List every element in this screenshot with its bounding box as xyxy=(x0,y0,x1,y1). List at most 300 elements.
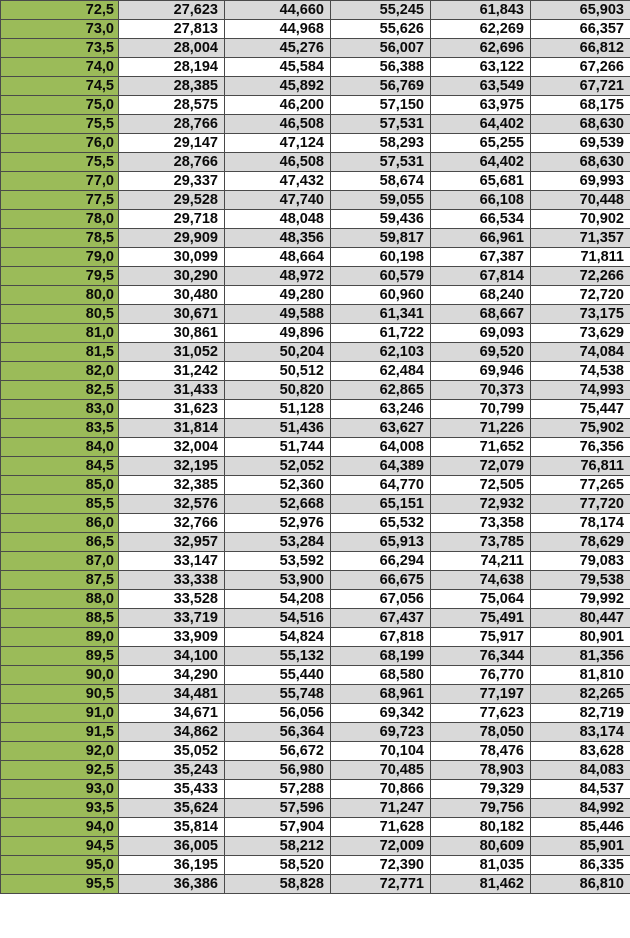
value-cell: 72,771 xyxy=(331,875,431,894)
value-cell: 29,528 xyxy=(119,191,225,210)
value-cell: 56,056 xyxy=(225,704,331,723)
value-cell: 30,480 xyxy=(119,286,225,305)
row-key-cell: 75,5 xyxy=(1,153,119,172)
row-key-cell: 90,5 xyxy=(1,685,119,704)
value-cell: 72,009 xyxy=(331,837,431,856)
value-cell: 69,539 xyxy=(531,134,630,153)
value-cell: 33,147 xyxy=(119,552,225,571)
row-key-cell: 86,0 xyxy=(1,514,119,533)
value-cell: 63,627 xyxy=(331,419,431,438)
value-cell: 57,531 xyxy=(331,115,431,134)
value-cell: 29,718 xyxy=(119,210,225,229)
row-key-cell: 86,5 xyxy=(1,533,119,552)
value-cell: 61,722 xyxy=(331,324,431,343)
value-cell: 50,512 xyxy=(225,362,331,381)
row-key-cell: 95,0 xyxy=(1,856,119,875)
value-cell: 78,903 xyxy=(431,761,531,780)
value-cell: 31,052 xyxy=(119,343,225,362)
value-cell: 76,344 xyxy=(431,647,531,666)
value-cell: 31,814 xyxy=(119,419,225,438)
value-cell: 76,811 xyxy=(531,457,630,476)
value-cell: 65,903 xyxy=(531,1,630,20)
table-row xyxy=(1,628,630,647)
value-cell: 69,993 xyxy=(531,172,630,191)
table-row xyxy=(1,476,630,495)
value-cell: 68,961 xyxy=(331,685,431,704)
value-cell: 63,122 xyxy=(431,58,531,77)
table-row xyxy=(1,761,630,780)
value-cell: 77,720 xyxy=(531,495,630,514)
value-cell: 58,293 xyxy=(331,134,431,153)
value-cell: 80,182 xyxy=(431,818,531,837)
value-cell: 28,575 xyxy=(119,96,225,115)
value-cell: 67,056 xyxy=(331,590,431,609)
table-row xyxy=(1,286,630,305)
table-row xyxy=(1,571,630,590)
row-key-cell: 93,5 xyxy=(1,799,119,818)
row-key-cell: 81,0 xyxy=(1,324,119,343)
table-row xyxy=(1,362,630,381)
value-cell: 78,050 xyxy=(431,723,531,742)
value-cell: 34,100 xyxy=(119,647,225,666)
value-cell: 62,484 xyxy=(331,362,431,381)
value-cell: 28,194 xyxy=(119,58,225,77)
value-cell: 71,652 xyxy=(431,438,531,457)
value-cell: 81,810 xyxy=(531,666,630,685)
value-cell: 44,660 xyxy=(225,1,331,20)
value-cell: 34,481 xyxy=(119,685,225,704)
table-row xyxy=(1,495,630,514)
value-cell: 33,338 xyxy=(119,571,225,590)
value-cell: 54,208 xyxy=(225,590,331,609)
value-cell: 34,671 xyxy=(119,704,225,723)
value-cell: 68,580 xyxy=(331,666,431,685)
value-cell: 58,674 xyxy=(331,172,431,191)
value-cell: 79,756 xyxy=(431,799,531,818)
value-cell: 71,628 xyxy=(331,818,431,837)
table-row xyxy=(1,115,630,134)
table-row xyxy=(1,818,630,837)
value-cell: 67,818 xyxy=(331,628,431,647)
value-cell: 65,151 xyxy=(331,495,431,514)
value-cell: 56,672 xyxy=(225,742,331,761)
value-cell: 68,630 xyxy=(531,153,630,172)
row-key-cell: 94,5 xyxy=(1,837,119,856)
value-cell: 69,342 xyxy=(331,704,431,723)
value-cell: 70,448 xyxy=(531,191,630,210)
table-row xyxy=(1,837,630,856)
value-cell: 57,288 xyxy=(225,780,331,799)
row-key-cell: 80,0 xyxy=(1,286,119,305)
value-cell: 66,961 xyxy=(431,229,531,248)
value-cell: 78,476 xyxy=(431,742,531,761)
value-cell: 49,588 xyxy=(225,305,331,324)
table-row xyxy=(1,58,630,77)
value-cell: 69,946 xyxy=(431,362,531,381)
value-cell: 72,390 xyxy=(331,856,431,875)
value-cell: 75,064 xyxy=(431,590,531,609)
value-cell: 35,052 xyxy=(119,742,225,761)
value-cell: 59,436 xyxy=(331,210,431,229)
value-cell: 30,861 xyxy=(119,324,225,343)
value-cell: 54,516 xyxy=(225,609,331,628)
row-key-cell: 83,5 xyxy=(1,419,119,438)
value-cell: 55,245 xyxy=(331,1,431,20)
value-cell: 46,508 xyxy=(225,115,331,134)
row-key-cell: 88,0 xyxy=(1,590,119,609)
row-key-cell: 73,5 xyxy=(1,39,119,58)
value-cell: 57,596 xyxy=(225,799,331,818)
table-row xyxy=(1,39,630,58)
value-cell: 66,675 xyxy=(331,571,431,590)
value-cell: 50,204 xyxy=(225,343,331,362)
table-row xyxy=(1,1,630,20)
value-cell: 29,909 xyxy=(119,229,225,248)
value-cell: 71,357 xyxy=(531,229,630,248)
value-cell: 74,993 xyxy=(531,381,630,400)
table-row xyxy=(1,609,630,628)
value-cell: 72,932 xyxy=(431,495,531,514)
value-cell: 28,385 xyxy=(119,77,225,96)
value-cell: 33,909 xyxy=(119,628,225,647)
value-cell: 32,195 xyxy=(119,457,225,476)
value-cell: 79,329 xyxy=(431,780,531,799)
value-cell: 32,576 xyxy=(119,495,225,514)
value-cell: 50,820 xyxy=(225,381,331,400)
value-cell: 51,436 xyxy=(225,419,331,438)
value-cell: 62,269 xyxy=(431,20,531,39)
table-row xyxy=(1,419,630,438)
row-key-cell: 82,0 xyxy=(1,362,119,381)
value-cell: 27,623 xyxy=(119,1,225,20)
value-cell: 67,437 xyxy=(331,609,431,628)
value-cell: 66,294 xyxy=(331,552,431,571)
value-cell: 76,356 xyxy=(531,438,630,457)
value-cell: 31,242 xyxy=(119,362,225,381)
value-cell: 30,290 xyxy=(119,267,225,286)
row-key-cell: 74,0 xyxy=(1,58,119,77)
row-key-cell: 79,0 xyxy=(1,248,119,267)
value-cell: 48,664 xyxy=(225,248,331,267)
value-cell: 52,976 xyxy=(225,514,331,533)
value-cell: 28,766 xyxy=(119,115,225,134)
value-cell: 56,769 xyxy=(331,77,431,96)
value-cell: 58,520 xyxy=(225,856,331,875)
value-cell: 49,280 xyxy=(225,286,331,305)
value-cell: 45,892 xyxy=(225,77,331,96)
row-key-cell: 77,0 xyxy=(1,172,119,191)
row-key-cell: 75,5 xyxy=(1,115,119,134)
value-cell: 63,246 xyxy=(331,400,431,419)
value-cell: 33,528 xyxy=(119,590,225,609)
table-row xyxy=(1,685,630,704)
value-cell: 32,766 xyxy=(119,514,225,533)
value-cell: 71,226 xyxy=(431,419,531,438)
value-cell: 66,534 xyxy=(431,210,531,229)
value-cell: 71,247 xyxy=(331,799,431,818)
row-key-cell: 88,5 xyxy=(1,609,119,628)
value-cell: 47,740 xyxy=(225,191,331,210)
value-cell: 69,520 xyxy=(431,343,531,362)
value-cell: 68,667 xyxy=(431,305,531,324)
value-cell: 66,812 xyxy=(531,39,630,58)
value-cell: 70,799 xyxy=(431,400,531,419)
table-row xyxy=(1,191,630,210)
value-cell: 64,770 xyxy=(331,476,431,495)
table-row xyxy=(1,723,630,742)
value-cell: 67,387 xyxy=(431,248,531,267)
value-cell: 53,284 xyxy=(225,533,331,552)
value-cell: 61,843 xyxy=(431,1,531,20)
value-cell: 84,083 xyxy=(531,761,630,780)
table-row xyxy=(1,856,630,875)
table-row xyxy=(1,799,630,818)
value-cell: 55,748 xyxy=(225,685,331,704)
value-cell: 76,770 xyxy=(431,666,531,685)
value-cell: 34,862 xyxy=(119,723,225,742)
value-cell: 49,896 xyxy=(225,324,331,343)
row-key-cell: 90,0 xyxy=(1,666,119,685)
value-cell: 74,084 xyxy=(531,343,630,362)
value-cell: 58,212 xyxy=(225,837,331,856)
row-key-cell: 84,5 xyxy=(1,457,119,476)
value-cell: 81,356 xyxy=(531,647,630,666)
value-cell: 62,696 xyxy=(431,39,531,58)
table-row xyxy=(1,267,630,286)
row-key-cell: 77,5 xyxy=(1,191,119,210)
value-cell: 67,721 xyxy=(531,77,630,96)
table-row xyxy=(1,666,630,685)
value-cell: 48,356 xyxy=(225,229,331,248)
row-key-cell: 83,0 xyxy=(1,400,119,419)
value-cell: 53,592 xyxy=(225,552,331,571)
table-row xyxy=(1,134,630,153)
row-key-cell: 93,0 xyxy=(1,780,119,799)
value-cell: 83,174 xyxy=(531,723,630,742)
value-cell: 70,373 xyxy=(431,381,531,400)
table-row xyxy=(1,172,630,191)
value-cell: 68,240 xyxy=(431,286,531,305)
row-key-cell: 80,5 xyxy=(1,305,119,324)
value-cell: 65,913 xyxy=(331,533,431,552)
row-key-cell: 89,0 xyxy=(1,628,119,647)
value-cell: 84,992 xyxy=(531,799,630,818)
value-cell: 73,785 xyxy=(431,533,531,552)
value-cell: 84,537 xyxy=(531,780,630,799)
value-cell: 65,681 xyxy=(431,172,531,191)
value-cell: 54,824 xyxy=(225,628,331,647)
value-cell: 69,723 xyxy=(331,723,431,742)
value-cell: 48,972 xyxy=(225,267,331,286)
value-cell: 32,385 xyxy=(119,476,225,495)
value-cell: 57,150 xyxy=(331,96,431,115)
table-row xyxy=(1,647,630,666)
table-row xyxy=(1,77,630,96)
row-key-cell: 79,5 xyxy=(1,267,119,286)
row-key-cell: 78,0 xyxy=(1,210,119,229)
value-cell: 66,108 xyxy=(431,191,531,210)
value-cell: 28,766 xyxy=(119,153,225,172)
table-row xyxy=(1,552,630,571)
row-key-cell: 82,5 xyxy=(1,381,119,400)
table-row xyxy=(1,533,630,552)
table-row xyxy=(1,324,630,343)
value-cell: 78,629 xyxy=(531,533,630,552)
value-cell: 67,266 xyxy=(531,58,630,77)
row-key-cell: 74,5 xyxy=(1,77,119,96)
value-cell: 52,052 xyxy=(225,457,331,476)
row-key-cell: 84,0 xyxy=(1,438,119,457)
value-cell: 52,360 xyxy=(225,476,331,495)
value-cell: 66,357 xyxy=(531,20,630,39)
value-cell: 55,626 xyxy=(331,20,431,39)
table-row xyxy=(1,248,630,267)
value-cell: 86,335 xyxy=(531,856,630,875)
value-cell: 82,265 xyxy=(531,685,630,704)
value-cell: 55,132 xyxy=(225,647,331,666)
value-cell: 29,147 xyxy=(119,134,225,153)
value-cell: 64,008 xyxy=(331,438,431,457)
value-cell: 33,719 xyxy=(119,609,225,628)
row-key-cell: 73,0 xyxy=(1,20,119,39)
value-cell: 77,623 xyxy=(431,704,531,723)
value-cell: 77,265 xyxy=(531,476,630,495)
value-cell: 75,902 xyxy=(531,419,630,438)
value-cell: 81,462 xyxy=(431,875,531,894)
value-cell: 70,902 xyxy=(531,210,630,229)
value-cell: 35,433 xyxy=(119,780,225,799)
value-cell: 46,200 xyxy=(225,96,331,115)
value-cell: 28,004 xyxy=(119,39,225,58)
value-cell: 35,243 xyxy=(119,761,225,780)
value-cell: 68,175 xyxy=(531,96,630,115)
value-cell: 61,341 xyxy=(331,305,431,324)
value-cell: 73,175 xyxy=(531,305,630,324)
value-cell: 44,968 xyxy=(225,20,331,39)
value-cell: 56,980 xyxy=(225,761,331,780)
table-row xyxy=(1,229,630,248)
table-row xyxy=(1,20,630,39)
value-cell: 62,865 xyxy=(331,381,431,400)
row-key-cell: 89,5 xyxy=(1,647,119,666)
value-cell: 55,440 xyxy=(225,666,331,685)
value-cell: 36,005 xyxy=(119,837,225,856)
value-cell: 72,720 xyxy=(531,286,630,305)
value-cell: 70,485 xyxy=(331,761,431,780)
value-cell: 85,446 xyxy=(531,818,630,837)
value-cell: 31,433 xyxy=(119,381,225,400)
value-cell: 78,174 xyxy=(531,514,630,533)
value-cell: 56,364 xyxy=(225,723,331,742)
value-cell: 60,198 xyxy=(331,248,431,267)
row-key-cell: 87,5 xyxy=(1,571,119,590)
value-cell: 72,079 xyxy=(431,457,531,476)
value-cell: 47,124 xyxy=(225,134,331,153)
value-cell: 53,900 xyxy=(225,571,331,590)
row-key-cell: 94,0 xyxy=(1,818,119,837)
value-cell: 45,584 xyxy=(225,58,331,77)
value-cell: 56,007 xyxy=(331,39,431,58)
value-cell: 30,099 xyxy=(119,248,225,267)
table-row xyxy=(1,305,630,324)
value-cell: 57,904 xyxy=(225,818,331,837)
value-cell: 56,388 xyxy=(331,58,431,77)
value-cell: 80,447 xyxy=(531,609,630,628)
value-cell: 72,505 xyxy=(431,476,531,495)
row-key-cell: 92,5 xyxy=(1,761,119,780)
value-cell: 67,814 xyxy=(431,267,531,286)
value-cell: 77,197 xyxy=(431,685,531,704)
value-cell: 75,917 xyxy=(431,628,531,647)
value-cell: 62,103 xyxy=(331,343,431,362)
value-cell: 63,549 xyxy=(431,77,531,96)
table-row xyxy=(1,210,630,229)
value-cell: 60,960 xyxy=(331,286,431,305)
value-cell: 71,811 xyxy=(531,248,630,267)
value-cell: 64,402 xyxy=(431,115,531,134)
value-cell: 59,817 xyxy=(331,229,431,248)
row-key-cell: 85,0 xyxy=(1,476,119,495)
value-cell: 75,491 xyxy=(431,609,531,628)
value-cell: 81,035 xyxy=(431,856,531,875)
value-cell: 30,671 xyxy=(119,305,225,324)
table-row xyxy=(1,381,630,400)
value-cell: 69,093 xyxy=(431,324,531,343)
value-cell: 51,128 xyxy=(225,400,331,419)
value-cell: 70,866 xyxy=(331,780,431,799)
row-key-cell: 76,0 xyxy=(1,134,119,153)
value-cell: 60,579 xyxy=(331,267,431,286)
value-cell: 82,719 xyxy=(531,704,630,723)
value-cell: 47,432 xyxy=(225,172,331,191)
value-cell: 45,276 xyxy=(225,39,331,58)
row-key-cell: 95,5 xyxy=(1,875,119,894)
value-cell: 65,532 xyxy=(331,514,431,533)
value-cell: 36,195 xyxy=(119,856,225,875)
value-cell: 79,083 xyxy=(531,552,630,571)
value-cell: 74,638 xyxy=(431,571,531,590)
row-key-cell: 87,0 xyxy=(1,552,119,571)
row-key-cell: 91,0 xyxy=(1,704,119,723)
row-key-cell: 92,0 xyxy=(1,742,119,761)
table-row xyxy=(1,96,630,115)
value-cell: 75,447 xyxy=(531,400,630,419)
value-cell: 85,901 xyxy=(531,837,630,856)
value-cell: 65,255 xyxy=(431,134,531,153)
value-cell: 80,901 xyxy=(531,628,630,647)
value-cell: 80,609 xyxy=(431,837,531,856)
value-cell: 46,508 xyxy=(225,153,331,172)
table-row xyxy=(1,400,630,419)
value-cell: 64,402 xyxy=(431,153,531,172)
row-key-cell: 91,5 xyxy=(1,723,119,742)
value-cell: 74,211 xyxy=(431,552,531,571)
row-key-cell: 78,5 xyxy=(1,229,119,248)
value-cell: 32,957 xyxy=(119,533,225,552)
value-cell: 31,623 xyxy=(119,400,225,419)
value-cell: 29,337 xyxy=(119,172,225,191)
value-cell: 79,992 xyxy=(531,590,630,609)
table-body xyxy=(1,1,630,894)
value-cell: 72,266 xyxy=(531,267,630,286)
table-row xyxy=(1,780,630,799)
value-cell: 68,199 xyxy=(331,647,431,666)
row-key-cell: 85,5 xyxy=(1,495,119,514)
value-cell: 51,744 xyxy=(225,438,331,457)
value-cell: 34,290 xyxy=(119,666,225,685)
table-row xyxy=(1,875,630,894)
value-cell: 48,048 xyxy=(225,210,331,229)
